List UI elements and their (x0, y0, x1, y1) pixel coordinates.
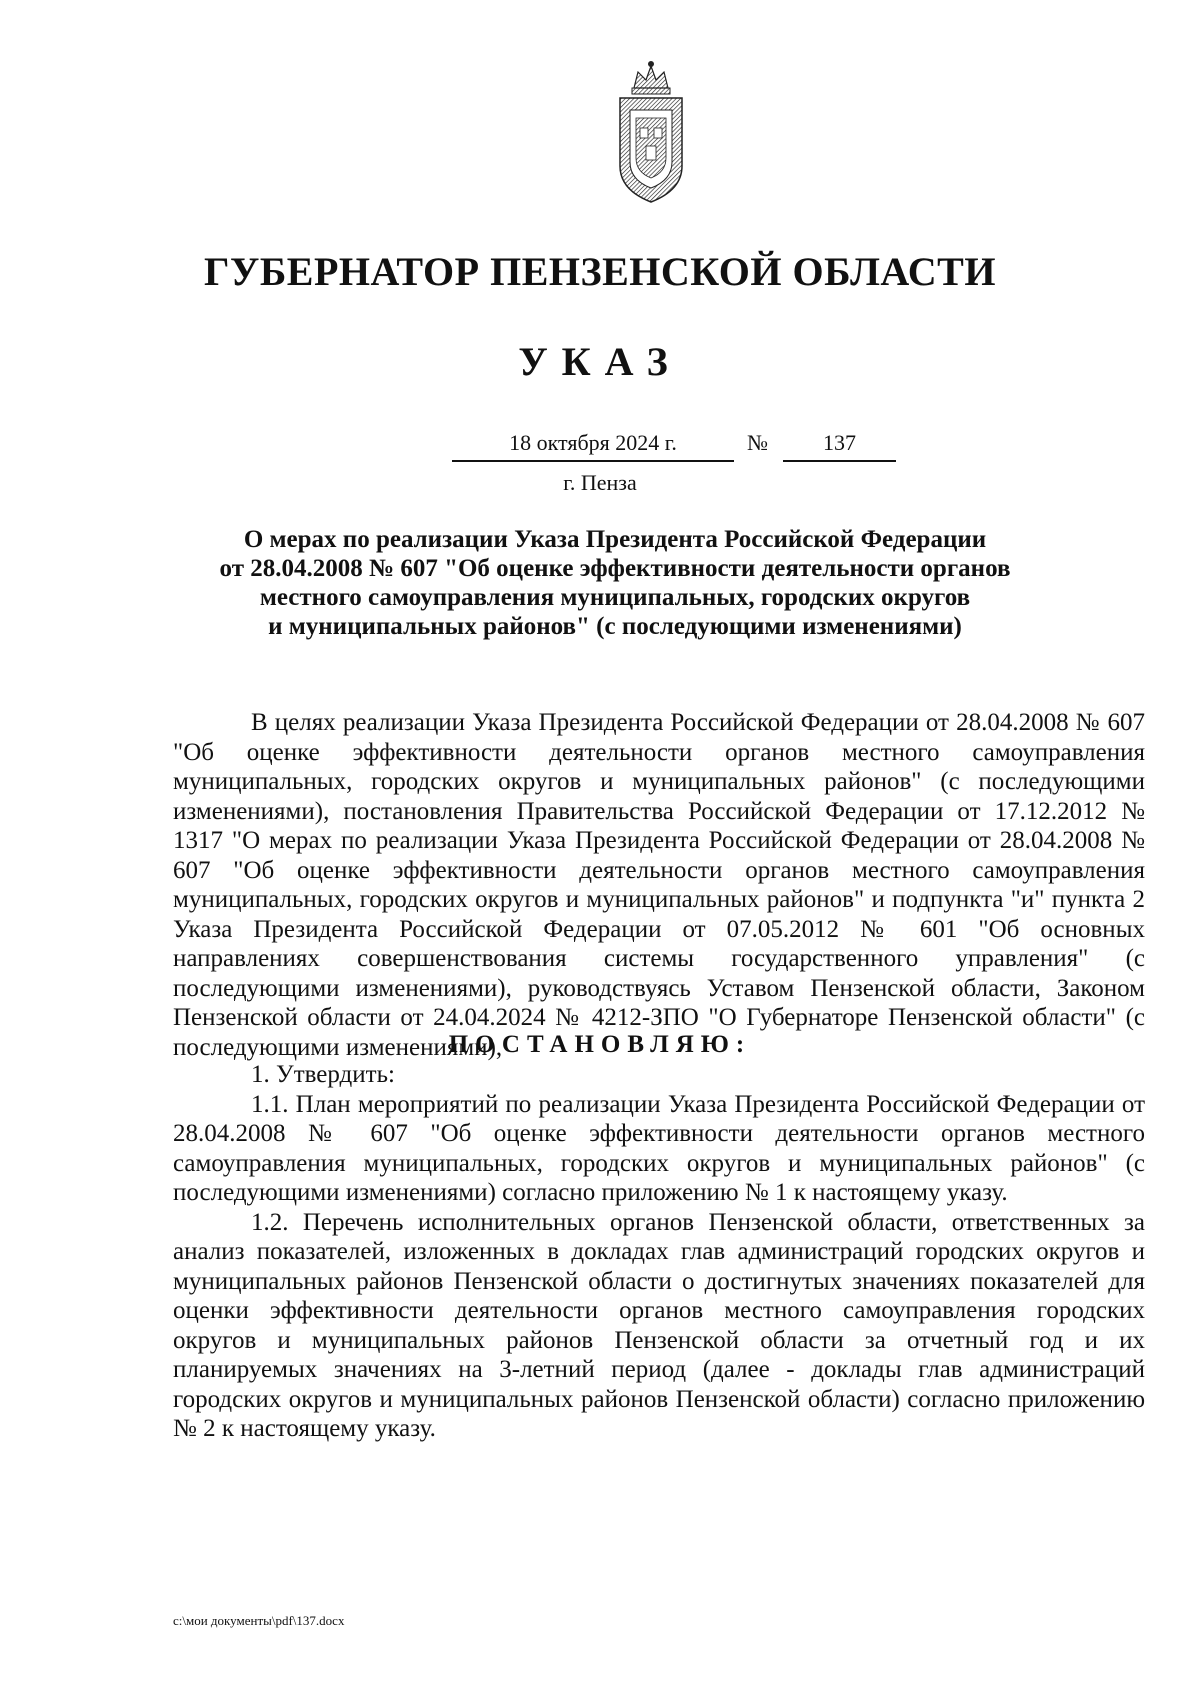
preamble-paragraph: В целях реализации Указа Президента Российской Федерации от 28.04.2008 № 607 "Об оценке эффективности деятельности органов местного самоуправления муниципальных, городских округов и муниципальных районов" (с последующими изменениями), постановления Правительства Российской Федерации от 17.12.2012 № 1317 "О мерах по реализации Указа Президента Российской Федерации от 28.04.2008 № 607 "Об оценке эффективности деятельности органов местного самоуправления муниципальных, городских округов и муниципальных районов" и подпункта "и" пункта 2 Указа Президента Российской Федерации от 07.05.2012 № 601 "Об основных направлениях совершенствования системы государственного управления" (с последующими изменениями), руководствуясь Уставом Пензенской области, Законом Пензенской области от 24.04.2024 № 4212-ЗПО "О Губернаторе Пензенской области" (с последующими изменениями), (173, 709, 1145, 1061)
preamble-block (173, 708, 1145, 1062)
document-title (190, 525, 1040, 641)
file-path-footer: c:\мои документы\pdf\137.docx (173, 1613, 345, 1628)
title-line: местного самоуправления муниципальных, городских округов (259, 584, 971, 611)
date-underline (452, 460, 734, 462)
document-type: УКАЗ (518, 339, 682, 384)
coat-of-arms-icon (606, 58, 696, 208)
title-line: и муниципальных районов" (с последующими изменениями) (268, 613, 962, 640)
document-number: 137 (823, 430, 856, 455)
date-number-line (0, 430, 1200, 460)
decree-heading: ПОСТАНОВЛЯЮ: (448, 1031, 752, 1058)
number-underline (783, 460, 896, 462)
decree-item: 1.2. Перечень исполнительных органов Пензенской области, ответственных за анализ показателей, изложенных в докладах глав администраций городских округов и муниципальных районов Пензенской области о достигнутых значениях показателей для оценки эффективности деятельности органов местного самоуправления городских округов и муниципальных районов Пензенской области за отчетный год и их планируемых значениях на 3-летний период (далее - доклады глав администраций городских округов и муниципальных районов Пензенской области) согласно приложению № 2 к настоящему указу. (173, 1208, 1145, 1442)
decree-item: 1.1. План мероприятий по реализации Указа Президента Российской Федерации от 28.04.2008 № 607 "Об оценке эффективности деятельности органов местного самоуправления муниципальных, городских округов и муниципальных районов" (с последующими изменениями) согласно приложению № 1 к настоящему указу. (173, 1090, 1145, 1206)
number-sign: № (747, 430, 768, 455)
city: г. Пенза (563, 470, 637, 495)
decree-items (173, 1060, 1145, 1444)
document-date: 18 октября 2024 г. (509, 430, 677, 455)
title-line: от 28.04.2008 № 607 "Об оценке эффективности деятельности органов (219, 555, 1011, 582)
organization-title: ГУБЕРНАТОР ПЕНЗЕНСКОЙ ОБЛАСТИ (204, 249, 996, 294)
title-line: О мерах по реализации Указа Президента Российской Федерации (243, 526, 987, 553)
decree-item: 1. Утвердить: (251, 1061, 395, 1088)
